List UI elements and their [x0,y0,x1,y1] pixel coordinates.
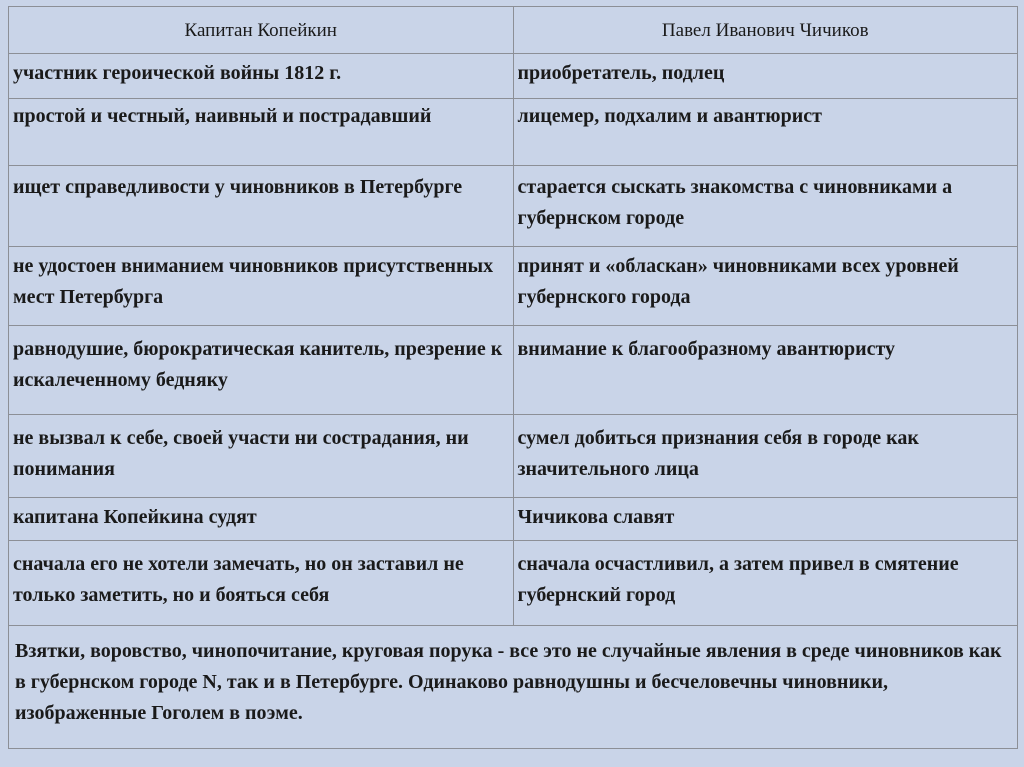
table-row [9,54,1018,99]
kopeikin-cell: не вызвал к себе, своей участи ни сострадания, ни понимания [9,415,514,498]
kopeikin-cell: ищет справедливости у чиновников в Петербурге [9,166,514,247]
chichikov-cell: сумел добиться признания себя в городе как значительного лица [513,415,1018,498]
table-row [9,541,1018,626]
chichikov-cell: лицемер, подхалим и авантюрист [513,99,1018,166]
kopeikin-cell: капитана Копейкина судят [9,498,514,541]
kopeikin-cell: не удостоен вниманием чиновников присутственных мест Петербурга [9,247,514,326]
table-row [9,415,1018,498]
kopeikin-cell: равнодушие, бюрократическая канитель, презрение к искалеченному бедняку [9,326,514,415]
table-row [9,326,1018,415]
kopeikin-cell: участник героической войны 1812 г. [9,54,514,99]
table-row [9,99,1018,166]
chichikov-cell: принят и «обласкан» чиновниками всех уровней губернского города [513,247,1018,326]
kopeikin-cell: сначала его не хотели замечать, но он заставил не только заметить, но и бояться себя [9,541,514,626]
table-row [9,247,1018,326]
chichikov-cell: приобретатель, подлец [513,54,1018,99]
chichikov-cell: сначала осчастливил, а затем привел в смятение губернский город [513,541,1018,626]
chichikov-cell: старается сыскать знакомства с чиновниками а губернском городе [513,166,1018,247]
summary-row [9,626,1018,749]
summary-text: Взятки, воровство, чинопочитание, круговая порука - все это не случайные явления в среде чиновников как в губернском городе N, так и в Петербурге. Одинаково равнодушны и бесчеловечны чиновники, изображенные Гоголем в поэме. [9,626,1018,749]
header-kopeikin: Капитан Копейкин [9,7,514,54]
table-row [9,498,1018,541]
kopeikin-cell: простой и честный, наивный и пострадавший [9,99,514,166]
table-row [9,166,1018,247]
chichikov-cell: внимание к благообразному авантюристу [513,326,1018,415]
header-chichikov: Павел Иванович Чичиков [513,7,1018,54]
comparison-table [8,6,1018,749]
chichikov-cell: Чичикова славят [513,498,1018,541]
table-header-row [9,7,1018,54]
